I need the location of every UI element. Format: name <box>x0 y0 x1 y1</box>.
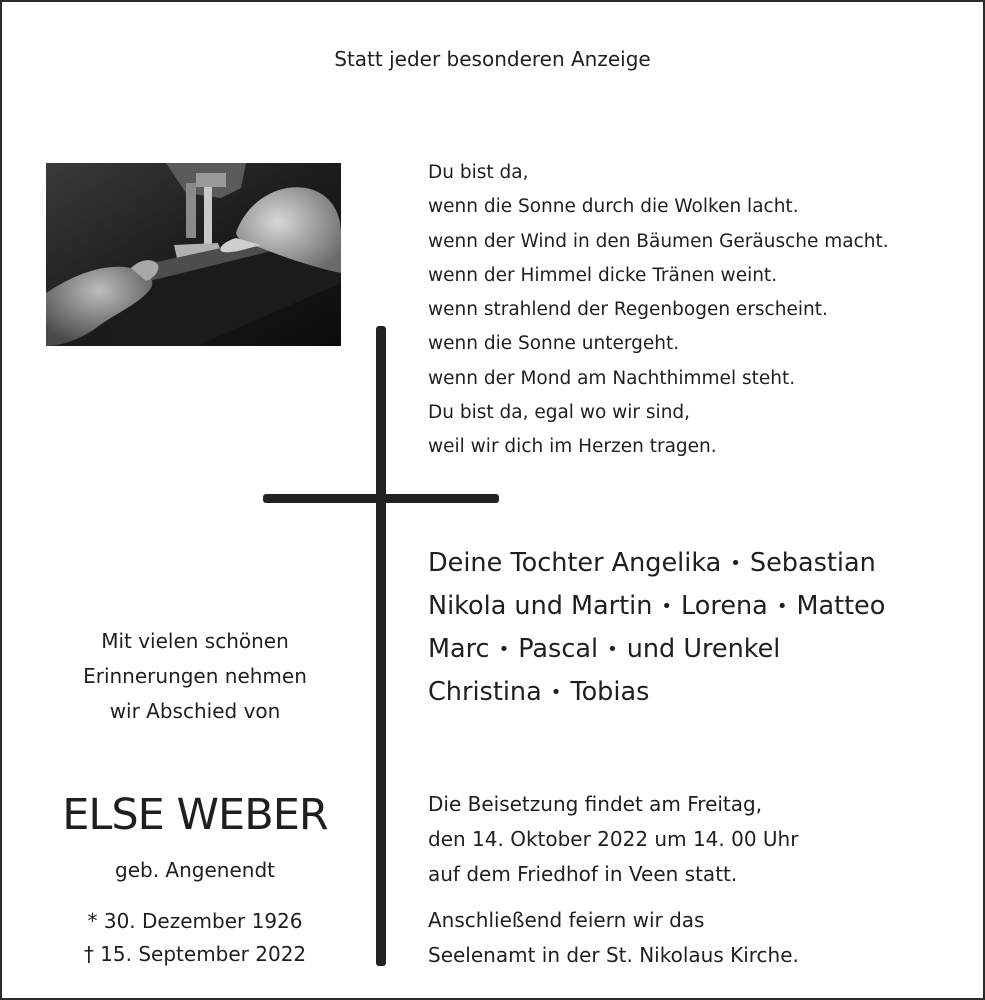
family-line <box>428 585 885 628</box>
memorial-mass-info <box>428 903 799 973</box>
family-member: und Urenkel <box>626 634 781 664</box>
poem-line: Du bist da, <box>428 162 529 183</box>
poem <box>428 156 889 465</box>
family-member: Deine Tochter Angelika <box>428 548 722 578</box>
life-dates <box>40 905 350 971</box>
memory-line: wir Abschied von <box>109 699 281 723</box>
memory-text <box>40 624 350 729</box>
family-names <box>428 542 885 714</box>
family-member: Nikola und Martin <box>428 591 653 621</box>
separator-dot: • <box>730 553 741 574</box>
poem-line: wenn der Wind in den Bäumen Geräusche macht. <box>428 230 889 252</box>
header-text: Statt jeder besonderen Anzeige <box>334 47 651 71</box>
deceased-name: ELSE WEBER <box>62 790 328 840</box>
funeral-info <box>428 787 798 892</box>
maiden-name: geb. Angenendt <box>115 858 275 882</box>
poem-line: wenn die Sonne untergeht. <box>428 333 680 355</box>
memory-line: Erinnerungen nehmen <box>83 664 307 688</box>
family-member: Tobias <box>570 677 650 707</box>
family-line <box>428 671 885 714</box>
funeral-line: auf dem Friedhof in Veen statt. <box>428 862 738 886</box>
poem-line: wenn der Himmel dicke Tränen weint. <box>428 264 778 286</box>
family-member: Pascal <box>518 634 599 664</box>
separator-dot: • <box>550 682 562 703</box>
separator-dot: • <box>661 596 673 617</box>
mass-line: Seelenamt in der St. Nikolaus Kirche. <box>428 943 799 967</box>
poem-line: wenn strahlend der Regenbogen erscheint. <box>428 299 828 321</box>
family-member: Christina <box>428 677 542 707</box>
funeral-line: Die Beisetzung findet am Freitag, <box>428 792 763 816</box>
mass-line: Anschließend feiern wir das <box>428 908 705 932</box>
birth-date: * 30. Dezember 1926 <box>87 909 303 933</box>
memory-line: Mit vielen schönen <box>101 629 289 653</box>
family-member: Marc <box>428 634 490 664</box>
poem-line: wenn der Mond am Nachthimmel steht. <box>428 367 796 389</box>
separator-dot: • <box>776 596 788 617</box>
poem-line: weil wir dich im Herzen tragen. <box>428 436 717 458</box>
death-date: † 15. September 2022 <box>83 942 307 966</box>
poem-line: wenn die Sonne durch die Wolken lacht. <box>428 196 799 218</box>
separator-dot: • <box>607 639 618 660</box>
separator-dot: • <box>498 639 510 660</box>
family-member: Sebastian <box>749 548 876 578</box>
family-member: Lorena <box>681 591 768 621</box>
poem-line: Du bist da, egal wo wir sind, <box>428 402 691 424</box>
cross-horizontal-bar <box>263 494 499 503</box>
cross-vertical-bar <box>376 326 386 966</box>
family-member: Matteo <box>796 591 886 621</box>
family-line <box>428 628 885 671</box>
sewing-machine-photo <box>46 163 341 346</box>
funeral-line: den 14. Oktober 2022 um 14. 00 Uhr <box>428 827 799 851</box>
family-line <box>428 542 885 585</box>
